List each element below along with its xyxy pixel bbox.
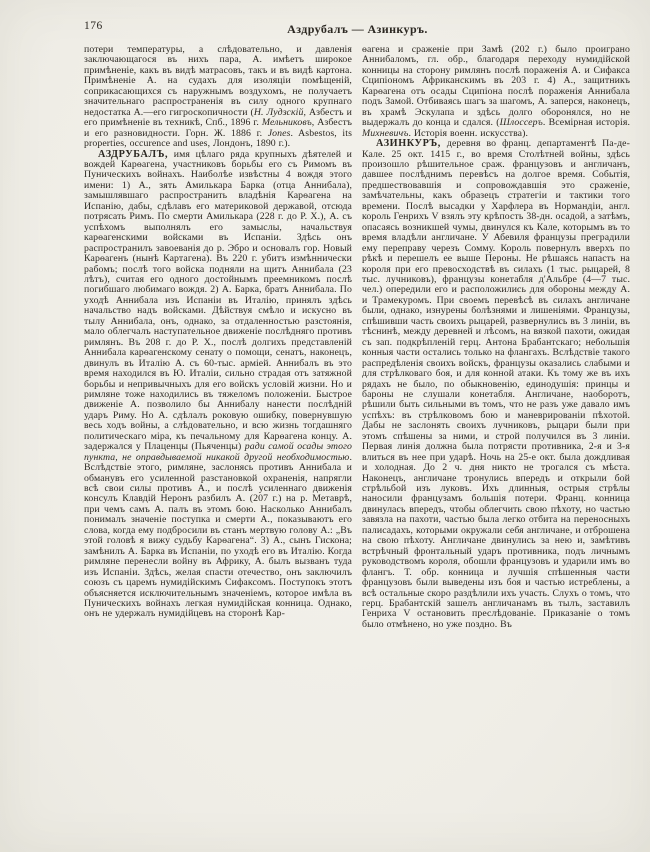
italic-text: Михневичъ — [362, 127, 409, 139]
azinkur-article — [362, 139, 630, 630]
italic-text: Jones — [267, 127, 291, 139]
body-text: имя цѣлаго ряда крупныхъ дѣятелей и вождей Карѳагена, участниковъ борьбы его съ Римомъ въ Пуническихъ войнахъ. Наиболѣе извѣстны 4 вождя этого имени: 1) А., зять Амилькара Барка (отца Аннибала), замышлявшаго распространить владѣнія Карѳагена на Испанію, дабы, сдѣлавъ его материковой державой, отсюда потрясать Римъ. По смерти Амилькара (228 г. до Р. Х.), А. съ успѣхомъ выполнялъ его замыслы, начальствуя карѳагенскими войсками въ Испаніи. Здѣсь онъ распространилъ завоеванія до р. Эбро и основалъ гор. Новый Карѳагенъ (нынѣ Картагена). Въ 220 г. убитъ измѣннически рабомъ; послѣ того войска подняли на щитъ Аннибала (23 лѣтъ), считая его одного достойнымъ преемникомъ послѣ погибшаго любимаго вождя. 2) А. Барка, братъ Аннибала. По уходѣ Аннибала изъ Испаніи въ Италію, принялъ здѣсь начальство надъ войсками. Дѣйствуя смѣло и искусно въ тылу Аннибала, онъ, однако, за отдаленностью разстоянія, мало облегчалъ наступательное движеніе послѣдняго противъ римлянъ. Въ 208 г. до Р. Х., послѣ долгихъ представленій Аннибала карѳагенскому сенату о помощи, сенатъ, наконецъ, двинулъ въ Италію А. съ 60-тыс. арміей. Аннибалъ въ это время находился въ Ю. Италіи, сильно страдая отъ затяжной борьбы и непривычныхъ для его войскъ условій жизни. Но и римляне тоже находились въ тяжеломъ положеніи. Быстрое движеніе А. позволило бы Аннибалу нанести послѣдній ударъ Риму. Но А. сдѣлалъ роковую ошибку, повернувшую весь ходъ войны, а слѣдовательно, и всю жизнь тогдашняго политическаго міра, къ печальному для Карѳагена концу. А. задержался у Плаценцы (Пьяченцы) — [84, 148, 352, 453]
right-column — [362, 45, 630, 630]
body-text: . Исторія военн. искусства). — [408, 127, 529, 139]
italic-text: Н. Лудзскій — [253, 106, 304, 118]
body-text: деревня во франц. департаментѣ Па-де-Кале. 25 окт. 1415 г., во время Столѣтней войны, здѣсь произошло рѣшительное сраж. французовъ и англичанъ, давшее послѣднимъ перевѣсъ на долгое время. Событія, предшествовавшія и сопровождавшія это сраженіе, замѣчательны, какъ образецъ стратегіи и тактики того времени. Послѣ высадки у Харфлера въ Нормандіи, англ. король Генрихъ V взялъ эту крѣпость 38-дн. осадой, а затѣмъ, опасаясь возникшей чумы, двинулся къ Кале, которымъ въ то время владѣли англичане. У Абевиля французы преградили ему переправу черезъ Сомму. Король повернулъ вверхъ по рѣкѣ и перешелъ ее выше Пероны. Не рѣшаясь напасть на короля при его превосходствѣ въ силахъ (1 тыс. рыцарей, 8 тыс. лучниковъ), французы конетабля д'Альбре (4—7 тыс. чел.) опередили его и расположились для обороны между А. и Трамекуромъ. При своемъ перевѣсѣ въ силахъ англичане были, однако, изнурены болѣзнями и лишеніями. Французы, спѣшивши часть своихъ рыцарей, развернулись въ 3 линіи, въ тѣснинѣ, между деревней и лѣсомъ, на вязкой пахоти, ожидая съ зап. подкрѣпленій герц. Антона Брабантскаго; небольшія конныя части остались только на флангахъ. Вслѣдствіе такого распредѣленія своихъ войскъ, французы оказались слабыми и для стрѣлковаго боя, и для конной атаки. Къ тому же въ ихъ рядахъ не было, по обыкновенію, единодушія: принцы и бароны не слушали конетабля. Англичане, наоборотъ, рѣшили быть сильными въ томъ, что не разъ уже давало имъ успѣхъ: въ стрѣлковомъ бою и маневрированіи пѣхотой. Дабы не заслонять своихъ лучниковъ, рыцари были при этомъ спѣшены за ними, и строй получился въ 3 линіи. Первая линія должна была потрясти противника, 2-я и 3-я влиться въ нее при ударѣ. Ночь на 25-е окт. была дождливая и холодная. До 2 ч. дня никто не трогался съ мѣста. Наконецъ, англичане тронулись впередъ и открыли бой стрѣльбой изъ луковъ. Ихъ длинныя, острыя стрѣлы наносили французамъ большія потери. Франц. конница двинулась впередъ, чтобы облегчить свою пѣхоту, но частью завязла на пахоти, частью была легко отбита на переносныхъ палисадахъ, которыми окружали себя англичане, и отброшена на свою пѣхоту. Англичане двинулись за нею и, замѣтивъ встрѣчный фронтальный ударъ противника, подъ личнымъ руководствомъ короля, обошли французовъ и ударили имъ во флангъ. Т. обр. конница и лучшія спѣшенныя части французовъ были выведены изъ боя и частью истреблены, а всѣ остальные скоро раздѣлили ихъ участь. Слухъ о томъ, что герц. Брабантскій зашелъ англичанамъ въ тылъ, заставилъ Генриха V остановить преслѣдованіе. Приказаніе о томъ было отмѣнено, но уже поздно. Въ — [362, 138, 630, 630]
page-number: 176 — [84, 20, 103, 32]
article-headword: АЗИНКУРЪ, — [376, 138, 441, 150]
body-text: , Азбестъ и его разновидности. Горн. Ж. 1886 г. — [84, 117, 352, 139]
body-text: . Всемірная исторія. — [542, 117, 631, 129]
body-text: , Азбестъ и его примѣненіе въ техникѣ, Спб., 1896 г. — [84, 106, 352, 129]
italic-text: ради самой осады этого пункта, не оправдываемой никакой другой необходимостью — [84, 441, 353, 463]
body-text: потери температуры, а слѣдовательно, и давленія заключающагося въ нихъ пара, А. имѣетъ широкое примѣненіе, какъ въ видѣ матрасовъ, такъ и въ видѣ картона. Примѣненіе А. на судахъ для изоляціи помѣщеній, соприкасающихся съ наружнымъ воздухомъ, не получаетъ значительнаго распространенія въ силу одного крупнаго недостатка А.—его гигроскопичности ( — [84, 44, 352, 118]
azdrubal-article-end — [362, 45, 630, 139]
body-text: . Вслѣдствіе этого, римляне, заслонясь противъ Аннибала и обманувъ его усиленной разстановкой охраненія, напрягли всѣ свои силы противъ А., и послѣ усиленнаго движенія консулъ Клавдій Неронъ разбилъ А. (207 г.) на р. Метаврѣ, при чемъ самъ А. палъ въ этомъ бою. Насколько Аннибалъ понималъ значеніе поступка и смерти А., показываютъ его слова, когда ему подбросили въ станъ мертвую голову А.: „Въ этой головѣ я вижу судьбу Карѳагена“. 3) А., сынъ Гискона; замѣнилъ А. Барка въ Испаніи, по уходѣ его въ Италію. Когда римляне перенесли войну въ Африку, А. былъ вызванъ туда изъ Испаніи. Здѣсь, желая спасти отечество, онъ заключилъ союзъ съ царемъ нумидійскимъ Сифаксомъ. Поступокъ этотъ объясняется исключительнымъ значеніемъ, которое имѣла въ Пуническихъ войнахъ легкая нумидійская конница. Однако, онъ не удержалъ нумидійцевъ на сторонѣ Кар- — [84, 451, 352, 620]
article-headword: АЗДРУБАЛЪ, — [98, 148, 169, 160]
italic-text: Мельниковъ — [261, 117, 312, 129]
running-head: Аздрубалъ — Азинкуръ. — [287, 22, 428, 36]
body-text: . Asbestos, its properties, occurence and uses, Лондонъ, 1890 г.). — [84, 127, 352, 150]
text-columns — [84, 45, 631, 630]
page-header — [84, 20, 631, 38]
asbestos-article-end — [84, 45, 352, 150]
azdrubal-article — [84, 150, 352, 620]
body-text: ѳагена и сраженіе при Замѣ (202 г.) было проиграно Аннибаломъ, гл. обр., благодаря переходу нумидійской конницы на сторону римлянъ послѣ пораженія А. и Сифакса Сципіономъ Африканскимъ въ 203 г. 4) А., защитникъ Карѳагена отъ осады Сципіона послѣ пораженія Аннибала подъ Замой. Отбиваясь шагъ за шагомъ, А. заперся, наконецъ, въ храмѣ Эскулапа и здѣсь долго оборонялся, но не выдержалъ до конца и сдался. ( — [362, 44, 630, 129]
italic-text: Шлоссеръ — [499, 117, 543, 129]
left-column — [84, 45, 352, 630]
